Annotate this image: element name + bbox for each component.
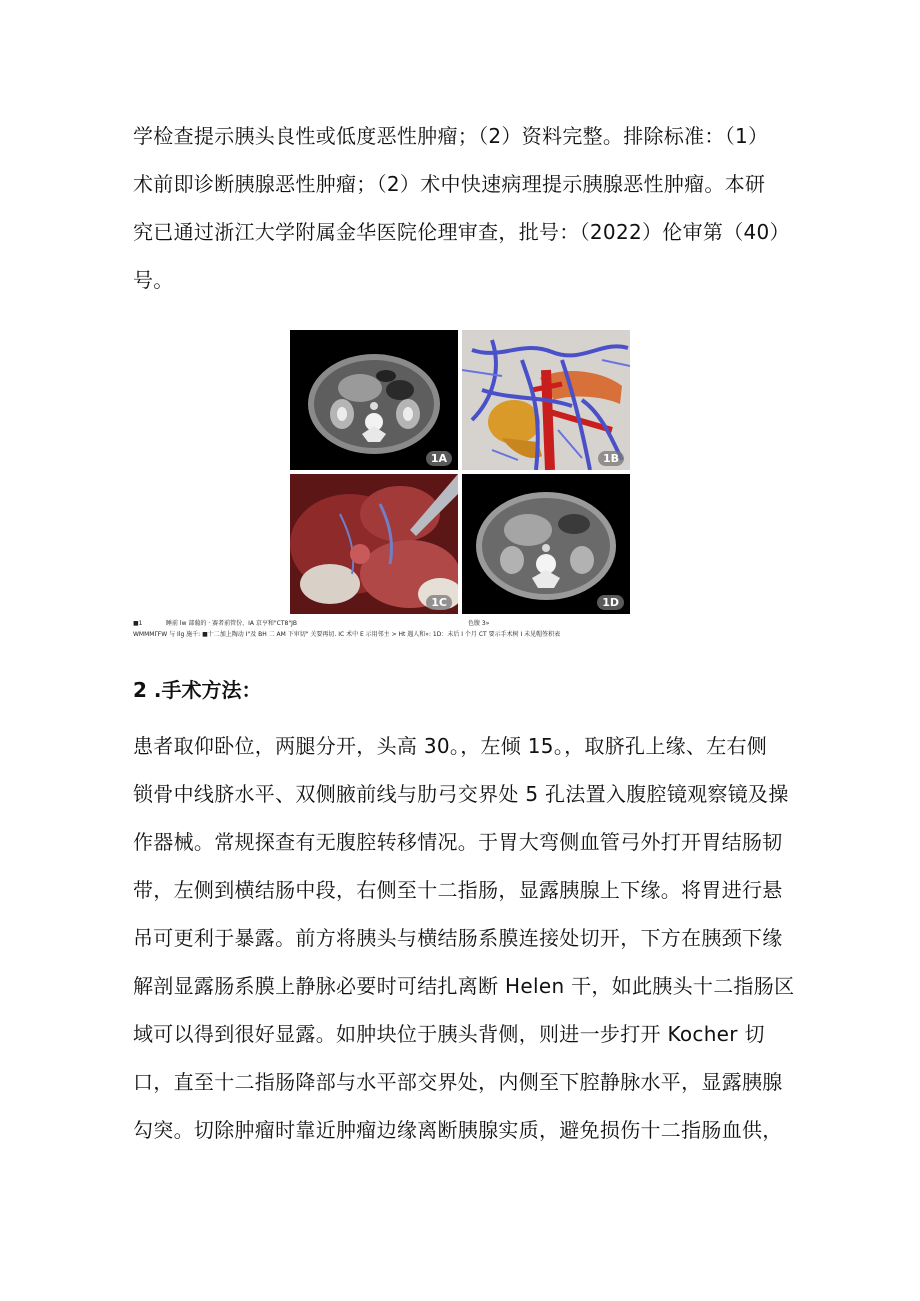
- text-line: 吊可更利于暴露。前方将胰头与横结肠系膜连接处切开，下方在胰颈下缘: [133, 926, 783, 950]
- paragraph-inclusion-criteria: [133, 112, 793, 304]
- panel-label: 1A: [426, 451, 452, 466]
- text-line: 患者取仰卧位，两腿分开，头高 30。，左倾 15。，取脐孔上缘、左右侧: [133, 734, 768, 758]
- text-line: 勾突。切除肿瘤时靠近肿瘤边缘离断胰腺实质，避免损伤十二指肠血供，: [133, 1118, 783, 1142]
- text-line: 学检查提示胰头良性或低度恶性肿瘤；（2）资料完整。排除标准：（1）: [133, 124, 769, 148]
- intraoperative-photo-1c: [290, 474, 458, 614]
- figure-1: [290, 330, 632, 616]
- text-line: 域可以得到很好显露。如肿块位于胰头背侧，则进一步打开 Kocher 切: [133, 1022, 765, 1046]
- text-line: 解剖显露肠系膜上静脉必要时可结扎离断 Helen 干，如此胰头十二指肠区: [133, 974, 795, 998]
- text-line: 术前即诊断胰腺恶性肿瘤；（2）术中快速病理提示胰腺恶性肿瘤。本研: [133, 172, 766, 196]
- text-line: 作器械。常规探查有无腹腔转移情况。于胃大弯侧血管弓外打开胃结肠韧: [133, 830, 783, 854]
- text-line: 口，直至十二指肠降部与水平部交界处，内侧至下腔静脉水平，显露胰腺: [133, 1070, 783, 1094]
- ct-scan-image-1a: [290, 330, 458, 470]
- text-line: 号。: [133, 268, 174, 292]
- panel-label: 1D: [597, 595, 624, 610]
- paragraph-surgical-method: [133, 722, 793, 1154]
- text-line: 带，左侧到横结肠中段，右侧至十二指肠，显露胰腺上下缘。将胃进行悬: [133, 878, 783, 902]
- 3d-reconstruction-image-1b: [462, 330, 630, 470]
- text-line: 锁骨中线脐水平、双侧腋前线与肋弓交界处 5 孔法置入腹腔镜观察镜及操: [133, 782, 789, 806]
- panel-label: 1B: [598, 451, 624, 466]
- figure-caption: [133, 618, 833, 640]
- caption-line-2: WMMMΓFW 与 Ilg 施千: ■十二加上陶动 I"及 BH 二 AM 下审切" 关要再切. IC 术中 E 示用邻主 > Ht 遇人和»: 1D：未后 I 个月 CT 要示手术树 I 未见帽签积表: [133, 631, 561, 638]
- section-heading: 2 .手术方法：: [133, 678, 262, 702]
- panel-label: 1C: [426, 595, 452, 610]
- caption-figure-number: ■1: [133, 620, 143, 627]
- caption-line-1: 睡前 lw 部葡的 · 赛者前管份、IA 京亨和"CT8"JB: [166, 620, 297, 627]
- caption-line-1-tail: 色腹 3»: [468, 620, 490, 627]
- text-line: 究已通过浙江大学附属金华医院伦理审查，批号：（2022）伦审第（40）: [133, 220, 790, 244]
- ct-scan-image-1d: [462, 474, 630, 614]
